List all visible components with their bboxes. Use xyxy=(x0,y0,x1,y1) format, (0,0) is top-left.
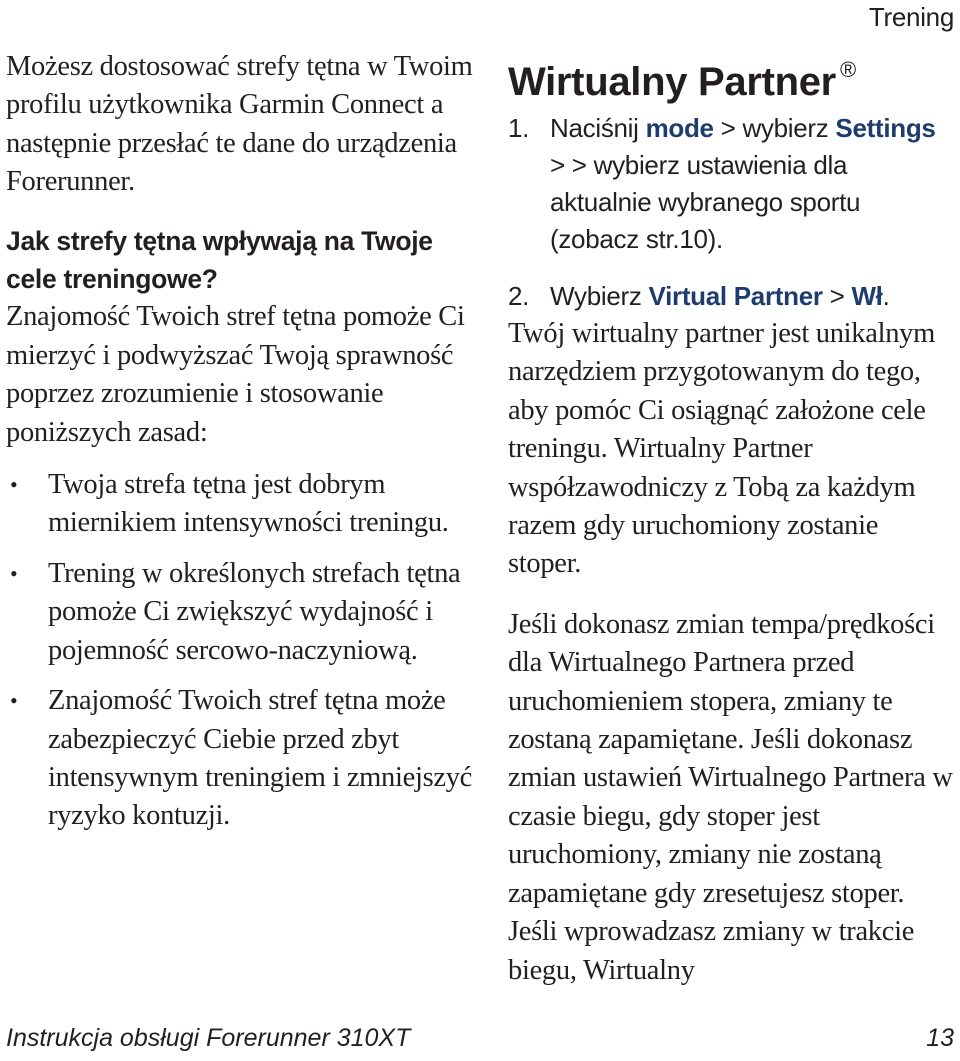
list-item xyxy=(6,466,476,543)
intro-paragraph: Możesz dostosować strefy tętna w Twoim profilu użytkownika Garmin Connect a następnie przesłać te dane do urządzenia Forerunner. xyxy=(6,51,473,198)
bullet-icon: • xyxy=(10,560,18,586)
step-1 xyxy=(508,110,954,258)
step-number: 2. xyxy=(508,281,530,311)
page-title xyxy=(508,48,954,104)
steps-list xyxy=(508,110,954,315)
list-item xyxy=(6,682,476,836)
subheading: Jak strefy tętna wpływają na Twoje cele treningowe? xyxy=(6,225,433,295)
bullet-text: Znajomość Twoich stref tętna może zabezpieczyć Ciebie przed zbyt intensywnym treningiem i zmniejszyć ryzyko kontuzji. xyxy=(48,685,473,832)
zones-paragraph: Znajomość Twoich stref tętna pomoże Ci mierzyć i podwyższać Twoją sprawność poprzez zrozumienie i stosowanie poniższych zasad: xyxy=(6,301,465,448)
section-header: Trening xyxy=(868,2,954,32)
bullet-icon: • xyxy=(10,688,18,714)
step-number: 1. xyxy=(508,113,530,143)
keyword-on: Wł xyxy=(851,281,883,311)
footer-page-number: 13 xyxy=(926,1024,954,1052)
step-text: > xyxy=(822,281,852,311)
partner-description: Twój wirtualny partner jest unikalnym narzędziem przygotowanym do tego, aby pomóc Ci osiągnąć założone cele treningu. Wirtualny Partner współzawodniczy z Tobą za każdym razem gdy uruchomiony zostanie stoper. xyxy=(508,318,935,580)
step-text: . xyxy=(882,281,890,311)
right-column xyxy=(508,48,954,990)
bullet-icon: • xyxy=(10,472,18,498)
partner-changes: Jeśli dokonasz zmian tempa/prędkości dla Wirtualnego Partnera przed uruchomieniem stopera, zmiany te zostaną zapamiętane. Jeśli dokonasz zmian ustawień Wirtualnego Partnera w czasie biegu, gdy stoper jest uruchomiony, zmiany nie zostaną zapamiętane gdy zresetujesz stoper. Jeśli wprowadzasz zmiany w trakcie biegu, Wirtualny xyxy=(508,608,953,986)
bullet-list xyxy=(6,466,476,836)
step-text: Naciśnij xyxy=(550,113,646,143)
left-column xyxy=(6,48,476,848)
step-text: > wybierz xyxy=(713,113,836,143)
step-text: Wybierz xyxy=(550,281,649,311)
step-2 xyxy=(508,278,954,315)
registered-mark: ® xyxy=(839,57,856,82)
bullet-text: Twoja strefa tętna jest dobrym miernikiem intensywności treningu. xyxy=(48,469,449,539)
keyword-virtual-partner: Virtual Partner xyxy=(648,281,823,311)
list-item xyxy=(6,555,476,670)
footer-manual-title: Instrukcja obsługi Forerunner 310XT xyxy=(6,1024,411,1052)
title-text: Wirtualny Partner xyxy=(508,60,836,104)
keyword-settings: Settings xyxy=(835,113,936,143)
step-text: > > wybierz ustawienia dla aktualnie wybranego sportu (zobacz str.10). xyxy=(550,150,861,254)
keyword-mode: mode xyxy=(645,113,714,143)
bullet-text: Trening w określonych strefach tętna pomoże Ci zwiększyć wydajność i pojemność sercowo-naczyniową. xyxy=(48,557,461,666)
